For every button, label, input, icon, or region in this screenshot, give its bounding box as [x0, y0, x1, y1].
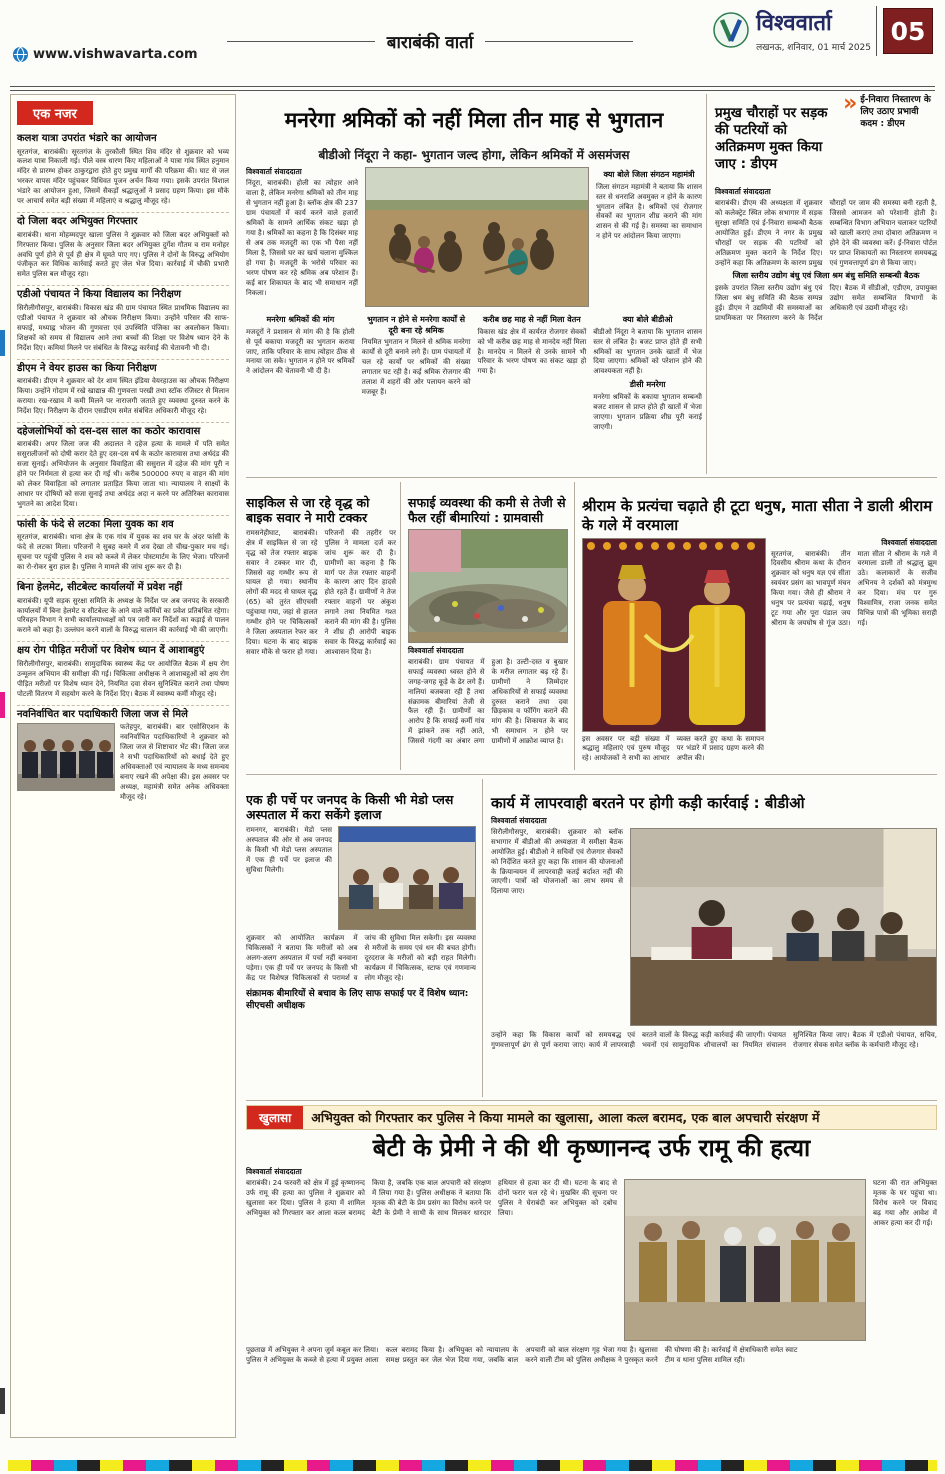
sidebar-item: [17, 360, 229, 423]
cycle-body: रामसनेहीघाट, बाराबंकी। क्षेत्र में साइकिल से जा रहे वृद्ध को तेज रफ्तार बाइक सवार ने टक्कर मार दी, जिससे वह गम्भीर रूप से घायल हो गया। स्थानीय लोगों की मदद से घायल वृद्ध (65) को तुरंत सीएचसी पहुंचाया गया, जहां से हालत गम्भीर होने पर चिकित्सकों ने जिला अस्पताल रेफर कर दिया। घटना के बाद बाइक सवार मौके से फरार हो गया। परिजनों की तहरीर पर पुलिस ने मामला दर्ज कर जांच शुरू कर दी है। ग्रामीणों का कहना है कि मार्ग पर तेज रफ्तार वाहनों के कारण आए दिन हादसे होते रहते हैं। ग्रामीणों ने तेज रफ्तार वाहनों पर अंकुश लगाने तथा नियमित गश्त कराने की मांग की है। पुलिस ने शीघ्र ही आरोपी बाइक सवार के विरुद्ध कार्रवाई का आश्वासन दिया है।: [246, 528, 396, 656]
masthead: [12, 4, 933, 84]
shriram-headline: श्रीराम के प्रत्यंचा चढ़ाते ही टूटा धनुष, माता सीता ने डाली श्रीराम के गले में वरमाला: [582, 497, 933, 534]
cycle-headline: साइकिल से जा रहे वृद्ध को बाइक सवार ने मारी टक्कर: [246, 494, 370, 526]
sidebar-item-body: सिरौलीगौसपुर, बाराबंकी। विकास खंड की ग्राम पंचायत स्थित प्राथमिक विद्यालय का एडीओ पंचायत ने शुक्रवार को औचक निरीक्षण किया। उन्होंने परिसर की साफ-सफाई, मध्याह्न भोजन की गुणवत्ता एवं उपस्थिति पंजिका का अवलोकन किया। शिक्षकों को समय से विद्यालय आने तथा बच्चों की शिक्षा पर विशेष ध्यान देने के निर्देश दिए। कमियां मिलने पर संबंधित के विरुद्ध कार्रवाई की चेतावनी भी दी।: [17, 303, 229, 352]
masthead-rule: [10, 86, 935, 91]
article-shriram: [574, 482, 937, 770]
sidebar-item: [17, 130, 229, 213]
photo-ramleela: [582, 538, 766, 732]
print-registration-mark: [0, 692, 5, 718]
khulasa-kicker: अभियुक्त को गिरफ्तार कर पुलिस ने किया मामले का खुलासा, आला कत्ल बरामद, एक बाल अपचारी संरक्षण में: [311, 1110, 820, 1125]
sidebar-item-body: बाराबंकी। अपर जिला जज की अदालत ने दहेज हत्या के मामले में पति समेत ससुरालीजनों को दोषी करार देते हुए दस-दस वर्ष के कठोर कारावास तथा अर्थदंड की सजा सुनाई। अभियोजन के अनुसार विवाहिता की ससुराल में दहेज की मांग पूरी न होने पर निर्ममता से हत्या कर दी गई थी। करीब 500000 रुपए व वाहन की मांग को लेकर विवाहिता को लगातार प्रताड़ित किया जाता था। न्यायालय ने साक्ष्यों के आधार पर दोषियों को सजा सुनाई तथा अर्थदंड अदा न करने पर अतिरिक्त कारावास भुगतने का आदेश दिया।: [17, 440, 229, 508]
sidebar-item: [17, 286, 229, 359]
mnrega-sec-demand-title: मनरेगा श्रमिकों की मांग: [266, 315, 335, 325]
article-mnrega: [246, 94, 702, 474]
photo-police-accused: [624, 1179, 866, 1341]
khulasa-body-bottom: पूछताछ में अभियुक्त ने अपना जुर्म कबूल कर लिया। पुलिस ने अभियुक्त के कब्जे से हत्या में प्रयुक्त आला कत्ल बरामद किया है। अभियुक्त को न्यायालय के समक्ष प्रस्तुत कर जेल भेज दिया गया, जबकि बाल अपचारी को बाल संरक्षण गृह भेजा गया है। खुलासा करने वाली टीम को पुलिस अधीक्षक ने पुरस्कृत करने की घोषणा की है। कार्रवाई में क्षेत्राधिकारी समेत स्वाट टीम व थाना पुलिस शामिल रही।: [246, 1345, 798, 1364]
masthead-left: [12, 46, 198, 63]
parcha-headline: एक ही पर्चे पर जनपद के किसी भी मेडो प्लस अस्पताल में करा सकेंगे इलाज: [246, 791, 454, 823]
band-divider: [246, 774, 937, 775]
website-url: www.vishwavarta.com: [33, 47, 198, 62]
article-dm-meeting: [706, 94, 937, 474]
edition-line: लखनऊ, शनिवार, 01 मार्च 2025: [756, 43, 871, 54]
bdo-byline: विश्ववार्ता संवाददाता: [491, 815, 547, 825]
shriram-body-bottom: इस अवसर पर बड़ी संख्या में श्रद्धालु महिलाएं एवं पुरुष मौजूद रहे। आयोजकों ने सभी का आभार व्यक्त करते हुए कथा के समापन पर भंडारे में प्रसाद ग्रहण करने की अपील की।: [582, 734, 764, 763]
article-khulasa: [246, 1105, 937, 1445]
mnrega-sec-salary-title: करीब छह माह से नहीं मिला वेतन: [483, 315, 581, 325]
photo-garbage-heap: [408, 529, 568, 643]
mnrega-sec-dc-title: डीसी मनरेगा: [629, 380, 666, 390]
mnrega-subhead: बीडीओ निंदूरा ने कहा- भुगतान जल्द होगा, लेकिन श्रमिकों में असमंजस: [318, 148, 630, 163]
sidebar-header: एक नजर: [17, 101, 93, 125]
bdo-headline: कार्य में लापरवाही बरतने पर होगी कड़ी कार्रवाई : बीडीओ: [491, 794, 805, 812]
section-title: बाराबंकी वार्ता: [386, 33, 474, 53]
mnrega-sec-bdo-body: बीडीओ निंदूरा ने बताया कि भुगतान शासन स्तर से लंबित है। बजट प्राप्त होते ही सभी श्रमिकों का भुगतान उनके खातों में भेज दिया जाएगा। श्रमिकों को परेशान होने की आवश्यकता नहीं है।: [593, 327, 702, 376]
mnrega-sec-mahamantri-body: जिला संगठन महामंत्री ने बताया कि शासन स्तर से धनराशि अवमुक्त न होने के कारण भुगतान लंबित है। श्रमिकों एवं रोजगार सेवकों का भुगतान शीघ्र कराने की मांग शासन से की गई है। समस्या का समाधान न होने पर आंदोलन किया जाएगा।: [596, 182, 702, 241]
khulasa-kicker-row: [246, 1105, 937, 1130]
photo-bar-delegation: [17, 723, 115, 791]
dm-byline: विश्ववार्ता संवाददाता: [715, 186, 771, 196]
sidebar-item-body: सूरतगंज, बाराबंकी। थाना क्षेत्र के एक गांव में युवक का शव घर के अंदर फांसी के फंदे से लटका मिला। परिजनों ने सुबह कमरे में शव देखा तो चीख-पुकार मच गई। सूचना पर पहुंची पुलिस ने शव को कब्जे में लेकर पोस्टमार्टम के लिए भेजा। परिजनों का रो-रोकर बुरा हाल है। पुलिस ने मामले की जांच शुरू कर दी है।: [17, 533, 229, 572]
sidebar-item: [17, 706, 229, 808]
sidebar-item-title: दो जिला बदर अभियुक्त गिरफ्तार: [17, 216, 138, 228]
masthead-divider: [876, 6, 877, 56]
sidebar-item: [17, 423, 229, 516]
shriram-body: सूरतगंज, बाराबंकी। तीन दिवसीय श्रीराम कथा के दौरान शुक्रवार को धनुष यज्ञ एवं सीता स्वयंवर प्रसंग का भावपूर्ण मंचन किया गया। जैसे ही श्रीराम ने धनुष पर प्रत्यंचा चढ़ाई, धनुष टूट गया और पूरा पंडाल जय श्रीराम के जयघोष से गूंज उठा। माता सीता ने श्रीराम के गले में वरमाला डाली तो श्रद्धालु झूम उठे। कलाकारों के सजीव अभिनय ने दर्शकों को मंत्रमुग्ध कर दिया। मंच पर गुरु विश्वामित्र, राजा जनक समेत विभिन्न पात्रों की भूमिका सराही गई।: [771, 549, 937, 628]
print-color-bars: [8, 1460, 937, 1471]
parcha-body: शुक्रवार को आयोजित कार्यक्रम में चिकित्सकों ने बताया कि मरीजों को अब अलग-अलग अस्पताल में पर्चा नहीं बनवाना पड़ेगा। एक ही पर्चे पर जनपद के किसी भी केंद्र पर विशेषज्ञ चिकित्सकों से परामर्श व जांच की सुविधा मिल सकेगी। इस व्यवस्था से मरीजों के समय एवं धन की बचत होगी। दूरदराज के मरीजों को बड़ी राहत मिलेगी। कार्यक्रम में चिकित्सक, स्टाफ एवं गणमान्य लोग मौजूद रहे।: [246, 933, 476, 982]
sidebar-item-title: क्षय रोग पीड़ित मरीजों पर विशेष ध्यान दें आशाबहुएं: [17, 645, 205, 657]
mnrega-headline: मनरेगा श्रमिकों को नहीं मिला तीन माह से भुगतान: [284, 108, 664, 133]
sidebar-item-title: बिना हेलमेट, सीटबेल्ट कार्यालयों में प्रवेश नहीं: [17, 582, 183, 594]
sidebar-item-title: नवनिर्वाचित बार पदाधिकारी जिला जज से मिले: [17, 708, 188, 720]
safai-byline: विश्ववार्ता संवाददाता: [408, 645, 464, 655]
sidebar-item: [17, 213, 229, 286]
mnrega-sec-dc-body: मनरेगा श्रमिकों के बकाया भुगतान सम्बन्धी बजट शासन से प्राप्त होते ही खातों में भेजा जाएगा। भुगतान प्रक्रिया शीघ्र पूरी कराई जाएगी।: [593, 392, 702, 431]
parcha-note: संक्रामक बीमारियों से बचाव के लिए साफ सफाई पर दें विशेष ध्यान: सीएचसी अधीक्षक: [246, 989, 469, 1012]
sidebar-item-body: सिरौलीगौसपुर, बाराबंकी। सामुदायिक स्वास्थ्य केंद्र पर आयोजित बैठक में क्षय रोग उन्मूलन अभियान की समीक्षा की गई। चिकित्सा अधीक्षक ने आशाबहुओं को क्षय रोग पीड़ित मरीजों पर विशेष ध्यान देने, नियमित दवा सेवन सुनिश्चित कराने तथा पोषण पोटली वितरण में सहयोग करने के निर्देश दिए। बैठक में स्वास्थ्य कर्मी मौजूद रहे।: [17, 659, 229, 698]
sidebar-item-body: फतेहपुर, बाराबंकी। बार एसोसिएशन के नवनिर्वाचित पदाधिकारियों ने शुक्रवार को जिला जज से शिष्टाचार भेंट की। जिला जज ने सभी पदाधिकारियों को बधाई देते हुए अधिवक्ताओं एवं न्यायालय के मध्य समन्वय बनाए रखने की अपेक्षा की। इस अवसर पर अध्यक्ष, महामंत्री समेत अनेक अधिवक्ता मौजूद रहे।: [120, 723, 229, 801]
sidebar-item-title: फांसी के फंदे से लटका मिला युवक का शव: [17, 518, 174, 530]
shriram-byline: विश्ववार्ता संवाददाता: [881, 537, 937, 547]
section-title-band: [227, 30, 633, 53]
mnrega-sec-demand-body: मजदूरों ने प्रशासन से मांग की है कि होली से पूर्व बकाया मजदूरी का भुगतान कराया जाए, ताकि परिवार के साथ त्योहार ठीक से मनाया जा सके। भुगतान न होने पर श्रमिकों ने आंदोलन की चेतावनी भी दी है।: [246, 327, 355, 376]
sidebar-item: [17, 516, 229, 579]
mnrega-byline: विश्ववार्ता संवाददाता: [246, 167, 302, 177]
dm-subhead2: जिला स्तरीय उद्योग बंधु एवं जिला श्रम बंधु समिति सम्बन्धी बैठक: [732, 271, 920, 281]
mnrega-sec-salary-body: विकास खंड क्षेत्र में कार्यरत रोजगार सेवकों को भी करीब छह माह से मानदेय नहीं मिला है। मानदेय न मिलने से उनके सामने भी परिवार के भरण पोषण का संकट खड़ा हो गया है।: [477, 327, 587, 376]
page-number: 05: [883, 8, 933, 54]
bdo-body-bottom: उन्होंने कहा कि विकास कार्यों को समयबद्ध एवं गुणवत्तापूर्ण ढंग से पूर्ण कराया जाए। कार्य में लापरवाही बरतने वालों के विरुद्ध कड़ी कार्रवाई की जाएगी। पंचायत भवनों एवं सामुदायिक शौचालयों का नियमित संचालन सुनिश्चित किया जाए। बैठक में एडीओ पंचायत, सचिव, रोजगार सेवक समेत ब्लॉक के कर्मचारी मौजूद रहे।: [491, 1030, 937, 1049]
dm-headline: प्रमुख चौराहों पर सड़क की पटरियों को अतिक्रमण मुक्त किया जाए : डीएम: [715, 105, 828, 172]
sidebar-ek-nazar: [10, 94, 236, 1438]
brand-logo-icon: [713, 12, 749, 48]
band-divider: [246, 1100, 937, 1101]
khulasa-body-right: घटना की रात अभियुक्त मृतक के घर पहुंचा था। विरोध करने पर विवाद बढ़ गया और आवेश में आकर हत्या कर दी गई।: [873, 1178, 937, 1227]
mnrega-lead: निंदूरा, बाराबंकी। होली का त्योहार आने वाला है, लेकिन मनरेगा श्रमिकों को तीन माह से भुगतान नहीं हुआ है। ब्लॉक क्षेत्र की 237 ग्राम पंचायतों में कार्य करने वाले हजारों श्रमिकों के सामने आर्थिक संकट खड़ा हो गया है। श्रमिकों का कहना है कि दिसंबर माह से अब तक मजदूरी का एक भी पैसा नहीं मिला है, जिससे घर का खर्च चलाना मुश्किल हो गया है। मजदूरी के भरोसे परिवार का भरण पोषण कर रहे श्रमिक अब परेशान हैं। कई बार शिकायत के बाद भी समाधान नहीं निकला।: [246, 179, 358, 297]
globe-icon: [12, 46, 29, 63]
sidebar-item: [17, 642, 229, 705]
khulasa-label: खुलासा: [247, 1106, 303, 1129]
dm-body: बाराबंकी। डीएम की अध्यक्षता में शुक्रवार को कलेक्ट्रेट स्थित लोक सभागार में सड़क सुरक्षा समिति एवं ई-निवारा सम्बन्धी बैठक आयोजित हुई। डीएम ने नगर के प्रमुख चौराहों पर सड़क की पटरियों को अतिक्रमण मुक्त कराने के निर्देश दिए। उन्होंने कहा कि अतिक्रमण के कारण प्रमुख चौराहों पर जाम की समस्या बनी रहती है, जिससे आमजन को परेशानी होती है। सम्बन्धित विभाग अभियान चलाकर पटरियों को खाली कराएं तथा दोबारा अतिक्रमण न होने देने की व्यवस्था करें। ई-निवारा पोर्टल पर प्राप्त शिकायतों का निस्तारण समयबद्ध एवं गुणवत्तापूर्ण ढंग से किया जाए।: [715, 198, 937, 267]
dm-quote: ई-निवारा निस्तारण के लिए उठाए प्रभावी कदम : डीएम: [860, 95, 931, 130]
mnrega-sec-bdo-title: क्या बोले बीडीओ: [622, 315, 673, 325]
sidebar-item-title: दहेजलोभियों को दस-दस साल का कठोर कारावास: [17, 425, 201, 437]
khulasa-headline: बेटी के प्रेमी ने की थी कृष्णानन्द उर्फ रामू की हत्या: [372, 1134, 811, 1162]
quote-mark-icon: »: [843, 94, 858, 116]
khulasa-byline: विश्ववार्ता संवाददाता: [246, 1166, 302, 1176]
article-safai: [400, 482, 568, 770]
article-cycle-accident: [246, 482, 396, 770]
photo-hospital-event: [338, 826, 476, 930]
mnrega-sec-mahamantri-title: क्या बोले जिला संगठन महामंत्री: [603, 170, 695, 180]
photo-block-meeting: [630, 828, 937, 1026]
sidebar-item-body: बाराबंकी। थाना मोहम्मदपुर खाला पुलिस ने शुक्रवार को जिला बदर अभियुक्तों को गिरफ्तार किया। पुलिस के अनुसार जिला बदर अभियुक्त दुर्गेश गौतम व राम मनोहर अवधि पूर्ण होने से पूर्व ही क्षेत्र में घूमते पाए गए। पुलिस ने दोनों के विरुद्ध अभियोग पंजीकृत कर विधिक कार्रवाई करते हुए जेल भेज दिया। कार्रवाई में चौकी प्रभारी समेत पुलिस बल मौजूद रहा।: [17, 230, 229, 279]
print-registration-mark: [0, 1388, 5, 1414]
brand-block: [713, 12, 871, 53]
safai-headline: सफाई व्यवस्था की कमी से तेजी से फैल रहीं बीमारियां : ग्रामवासी: [408, 494, 566, 526]
print-registration-mark: [0, 330, 5, 356]
sidebar-item-body: बाराबंकी। डीएम ने शुक्रवार को देर शाम स्थित इंडिया वेयरहाउस का औचक निरीक्षण किया। उन्होंने गोदाम में रखे खाद्यान्न की गुणवत्ता परखी तथा स्टॉक रजिस्टर से मिलान कराया। रख-रखाव में कमी मिलने पर नाराजगी जताते हुए व्यवस्था दुरुस्त करने के निर्देश दिए। निरीक्षण के दौरान एसडीएम समेत संबंधित अधिकारी मौजूद रहे।: [17, 377, 229, 415]
mnrega-sec-distance-body: नियमित भुगतान न मिलने से श्रमिक मनरेगा कार्यों से दूरी बनाने लगे हैं। ग्राम पंचायतों में चल रहे कार्यों पर श्रमिकों की संख्या लगातार घट रही है। कई श्रमिक रोजगार की तलाश में शहरों की ओर पलायन करने को मजबूर हैं।: [361, 338, 471, 396]
sidebar-item: [17, 579, 229, 642]
article-bdo-meeting: [482, 779, 937, 1097]
article-medo-plus: [246, 779, 476, 1097]
parcha-body-top: रामनगर, बाराबंकी। मेडो प्लस अस्पताल की ओर से अब जनपद के किसी भी मेडो प्लस अस्पताल में एक ही पर्चे पर इलाज की सुविधा मिलेगी।: [246, 825, 332, 874]
safai-body: बाराबंकी। ग्राम पंचायत में सफाई व्यवस्था ध्वस्त होने से जगह-जगह कूड़े के ढेर लगे हैं। नालियां बजबजा रही हैं तथा संक्रामक बीमारियां तेजी से फैल रही हैं। ग्रामीणों का आरोप है कि सफाई कर्मी गांव में झांकने तक नहीं आते, जिससे गंदगी का अंबार लगा हुआ है। उल्टी-दस्त व बुखार के मरीज लगातार बढ़ रहे हैं। ग्रामीणों ने जिम्मेदार अधिकारियों से सफाई व्यवस्था दुरुस्त कराने तथा दवा छिड़काव व फॉगिंग कराने की मांग की है। शिकायत के बाद भी समाधान न होने पर ग्रामीणों में आक्रोश व्याप्त है।: [408, 657, 568, 746]
sidebar-item-title: कलश यात्रा उपरांत भंडारे का आयोजन: [17, 133, 157, 144]
dm-body2: इसके उपरांत जिला स्तरीय उद्योग बंधु एवं जिला श्रम बंधु समिति की बैठक सम्पन्न हुई। डीएम ने उद्यमियों की समस्याओं का प्राथमिकता पर निस्तारण करने के निर्देश दिए। बैठक में सीडीओ, एडीएम, उपायुक्त उद्योग समेत सम्बन्धित विभागों के अधिकारी एवं उद्यमी मौजूद रहे।: [715, 283, 937, 322]
sidebar-item-body: बाराबंकी। यूपी सड़क सुरक्षा समिति के अध्यक्ष के निर्देश पर अब जनपद के सरकारी कार्यालयों में बिना हेलमेट व सीटबेल्ट के आने वाले कर्मियों का प्रवेश प्रतिबंधित रहेगा। परिवहन विभाग ने सभी कार्यालयाध्यक्षों को पत्र जारी कर निर्देशों का कड़ाई से पालन कराने को कहा है। उल्लंघन करने वालों के विरुद्ध चालान की कार्रवाई भी की जाएगी।: [17, 596, 229, 635]
sidebar-item-title: एडीओ पंचायत ने किया विद्यालय का निरीक्षण: [17, 289, 182, 301]
sidebar-item-title: डीएम ने वेयर हाउस का किया निरीक्षण: [17, 362, 157, 374]
band-divider: [246, 477, 937, 478]
khulasa-body-left: बाराबंकी। 24 फरवरी को क्षेत्र में हुई कृष्णानन्द उर्फ रामू की हत्या का पुलिस ने शुक्रवार को खुलासा कर दिया। पुलिस ने हत्या में शामिल अभियुक्त को गिरफ्तार कर आला कत्ल बरामद किया है, जबकि एक बाल अपचारी को संरक्षण में लिया गया है। पुलिस अधीक्षक ने बताया कि मृतक की बेटी के प्रेम प्रसंग का विरोध करने पर बेटी के प्रेमी ने साथी के साथ मिलकर धारदार हथियार से हत्या कर दी थी। घटना के बाद से दोनों फरार चल रहे थे। मुखबिर की सूचना पर पुलिस ने घेराबंदी कर अभियुक्त को दबोच लिया।: [246, 1178, 617, 1217]
mnrega-sec-distance-title: भुगतान न होने से मनरेगा कार्यों से दूरी बना रहे श्रमिक: [367, 315, 466, 335]
photo-mnrega-workers: [365, 167, 589, 307]
bdo-body-left: सिरौलीगौसपुर, बाराबंकी। शुक्रवार को ब्लॉक सभागार में बीडीओ की अध्यक्षता में समीक्षा बैठक आयोजित हुई। बीडीओ ने सचिवों एवं रोजगार सेवकों को निर्देशित करते हुए कहा कि शासन की योजनाओं के क्रियान्वयन में लापरवाही कतई बर्दाश्त नहीं की जाएगी। पात्रों को योजनाओं का लाभ समय से दिलाया जाए।: [491, 827, 623, 896]
brand-name: विश्ववार्ता: [756, 11, 832, 36]
sidebar-item-body: सूरतगंज, बाराबंकी। सूरतगंज के तुरकौली स्थित शिव मंदिर से शुक्रवार को भव्य कलश यात्रा निकाली गई। पीले वस्त्र धारण किए महिलाओं ने यात्रा गांव स्थित हनुमान मंदिर से प्रारम्भ होकर ठाकुरद्वारा होते हुए प्रमुख मार्गों की परिक्रमा की। घाट से जल भरकर वापस मंदिर पहुंचकर विधिवत पूजन अर्चन किया गया। इसके उपरांत विशाल भंडारे का आयोजन हुआ, जिसमें सैकड़ों श्रद्धालुओं ने प्रसाद ग्रहण किया। इस मौके पर आचार्य समेत बड़ी संख्या में महिलाएं व श्रद्धालु मौजूद रहे।: [17, 147, 229, 206]
